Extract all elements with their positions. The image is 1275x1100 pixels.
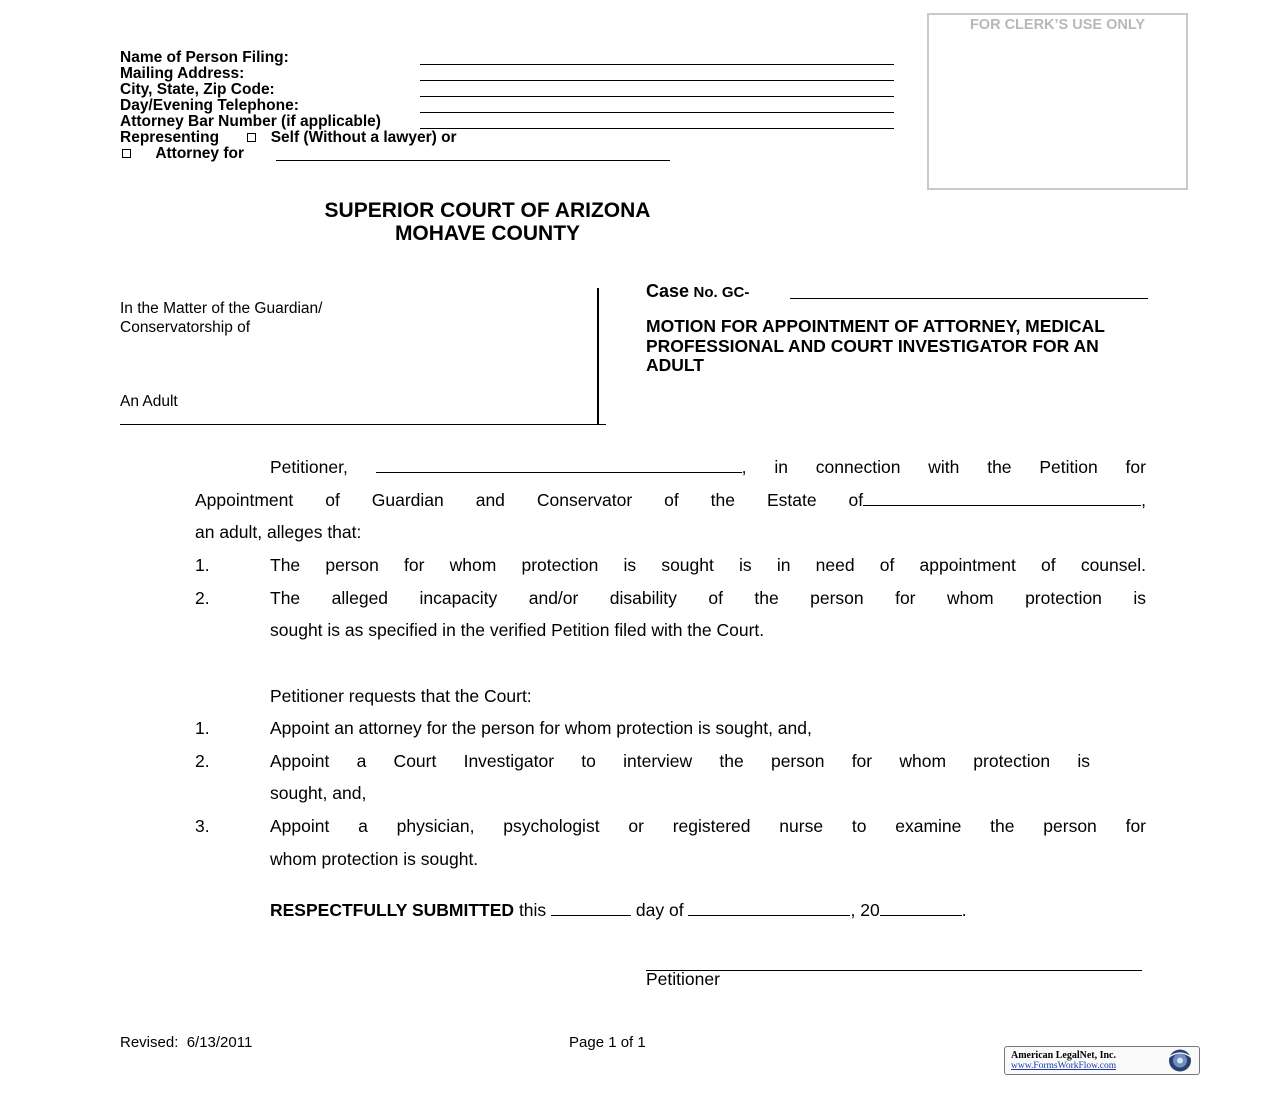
submitted-line <box>270 900 967 921</box>
request-2-text: Appoint a Court Investigator to interview the person for whom protection is <box>270 751 1090 771</box>
county-name: MOHAVE COUNTY <box>394 222 581 245</box>
name-of-person-filing-label: Name of Person Filing: <box>120 49 289 66</box>
request-2-number: 2. <box>195 751 210 771</box>
self-checkbox[interactable] <box>247 133 256 142</box>
mailing-address-label: Mailing Address: <box>120 65 245 82</box>
representing-label: Representing <box>120 129 220 146</box>
submitted-year-prefix: , 20 <box>850 900 880 920</box>
request-3-text-cont: whom protection is sought. <box>270 849 479 869</box>
request-1-number: 1. <box>195 718 210 738</box>
case-number-line[interactable] <box>790 298 1148 299</box>
submitted-day-line[interactable] <box>551 900 631 916</box>
clerk-use-label: FOR CLERK’S USE ONLY <box>969 17 1146 33</box>
city-state-zip-line[interactable] <box>420 96 894 97</box>
petition-connection-text: , in connection with the Petition for <box>741 457 1146 477</box>
request-3-number: 3. <box>195 816 210 836</box>
party-designation: An Adult <box>120 393 178 410</box>
submitted-day-of: day of <box>635 900 684 920</box>
motion-title: MOTION FOR APPOINTMENT OF ATTORNEY, MEDICAL PROFESSIONAL AND COURT INVESTIGATOR FOR AN ADULT <box>646 316 1105 375</box>
estate-of-line[interactable] <box>863 490 1141 506</box>
american-legalnet-logo <box>1004 1046 1200 1075</box>
matter-line-1: In the Matter of the Guardian/ <box>120 300 323 317</box>
city-state-zip-label: City, State, Zip Code: <box>120 81 275 98</box>
allegation-2-text: The alleged incapacity and/or disability of the person for whom protection is <box>270 588 1146 608</box>
signature-label: Petitioner <box>646 969 720 989</box>
case-number-prefix: No. GC- <box>693 284 750 301</box>
case-word: Case <box>646 281 690 301</box>
request-2-text-cont: sought, and, <box>270 783 367 803</box>
clerk-use-box <box>927 13 1188 190</box>
estate-text: Appointment of Guardian and Conservator of the Estate of <box>195 490 864 510</box>
petitioner-name-line[interactable] <box>376 457 742 473</box>
attorney-bar-number-label: Attorney Bar Number (if applicable) <box>120 113 381 130</box>
petitioner-label: Petitioner, <box>270 457 348 477</box>
allegation-1-text: The person for whom protection is sought is in need of appointment of counsel. <box>270 555 1146 575</box>
self-option-label: Self (Without a lawyer) or <box>270 129 457 146</box>
court-name: SUPERIOR COURT OF ARIZONA <box>324 199 651 222</box>
request-3-text: Appoint a physician, psychologist or registered nurse to examine the person for <box>270 816 1146 836</box>
telephone-line[interactable] <box>420 112 894 113</box>
submitted-this: this <box>518 900 547 920</box>
attorney-for-checkbox[interactable] <box>122 149 131 158</box>
submitted-bold: RESPECTFULLY SUBMITTED <box>270 900 515 920</box>
telephone-label: Day/Evening Telephone: <box>120 97 299 114</box>
signature-line[interactable] <box>646 970 1142 971</box>
estate-comma: , <box>1141 490 1146 510</box>
representing-row <box>120 130 457 146</box>
alleges-line: an adult, alleges that: <box>195 522 362 542</box>
request-1-text: Appoint an attorney for the person for whom protection is sought, and, <box>270 718 812 738</box>
attorney-bar-number-line[interactable] <box>420 128 894 129</box>
revised-date: Revised: 6/13/2011 <box>120 1034 253 1051</box>
allegation-2-text-cont: sought is as specified in the verified Petition filed with the Court. <box>270 620 765 640</box>
allegation-2-number: 2. <box>195 588 210 608</box>
estate-line <box>195 490 1146 511</box>
caption-divider <box>597 288 599 425</box>
attorney-for-row <box>120 146 244 162</box>
logo-url[interactable]: www.FormsWorkFlow.com <box>1011 1061 1117 1071</box>
petitioner-line <box>270 457 1146 478</box>
name-of-person-filing-line[interactable] <box>420 64 894 65</box>
requests-intro: Petitioner requests that the Court: <box>270 686 532 706</box>
allegation-1-number: 1. <box>195 555 210 575</box>
globe-icon <box>1163 1048 1197 1073</box>
caption-bottom-rule <box>120 424 606 425</box>
submitted-year-line[interactable] <box>880 900 962 916</box>
logo-company-name: American LegalNet, Inc. <box>1011 1050 1116 1061</box>
case-number-row <box>646 281 749 302</box>
submitted-month-line[interactable] <box>688 900 850 916</box>
submitted-period: . <box>961 900 967 920</box>
attorney-for-line[interactable] <box>276 160 670 161</box>
attorney-for-label: Attorney for <box>155 145 245 162</box>
page-number: Page 1 of 1 <box>569 1034 646 1051</box>
mailing-address-line[interactable] <box>420 80 894 81</box>
matter-line-2: Conservatorship of <box>120 319 251 336</box>
